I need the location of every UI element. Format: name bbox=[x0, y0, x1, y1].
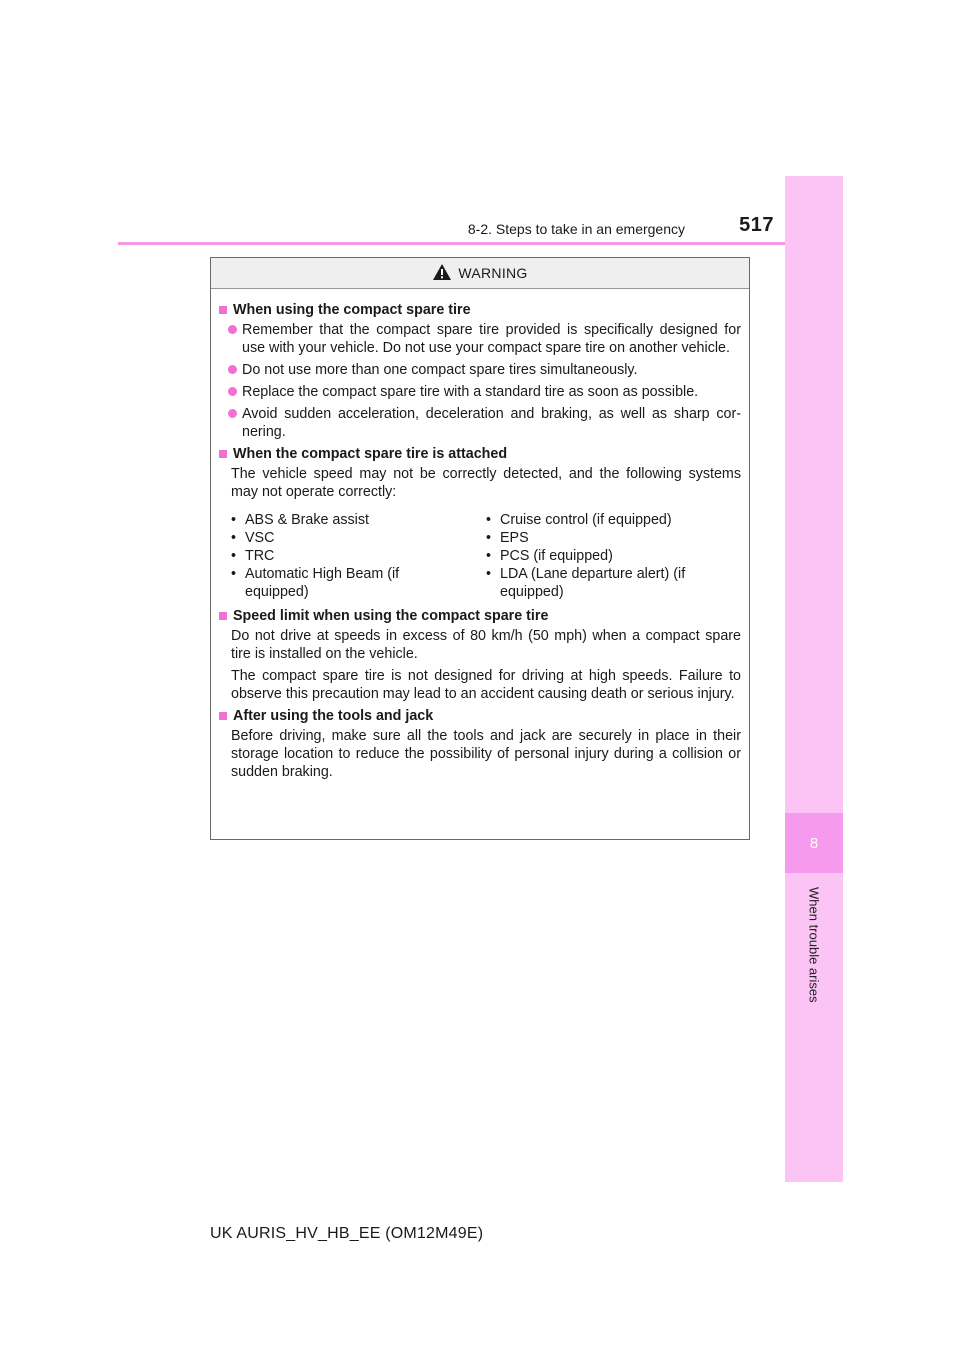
paragraph: Before driving, make sure all the tools and jack are securely in place in their storage location to reduce the possibility of personal injury during a collision or sudden braking. bbox=[231, 728, 741, 780]
list-item: • Cruise control (if equipped) bbox=[486, 512, 672, 528]
paragraph: Do not drive at speeds in excess of 80 km/h (50 mph) when a compact spare tire is installed on the vehicle. bbox=[231, 628, 741, 662]
warning-box bbox=[210, 257, 750, 840]
paragraph: The vehicle speed may not be correctly detected, and the following systems may not operate correctly: bbox=[231, 466, 741, 500]
section-heading: When using the compact spare tire bbox=[218, 301, 741, 319]
page-number: 517 bbox=[739, 214, 774, 236]
circle-bullet-icon bbox=[228, 409, 237, 418]
bullet-item: Remember that the compact spare tire provided is specifically designed for use with your vehicle. Do not use your compact spare tire on another vehicle. bbox=[228, 321, 741, 357]
section-heading: When the compact spare tire is attached bbox=[218, 445, 741, 463]
systems-list-right bbox=[486, 511, 741, 601]
warning-title: WARNING bbox=[458, 265, 528, 281]
square-bullet-icon bbox=[219, 450, 227, 458]
section-heading: Speed limit when using the compact spare tire bbox=[218, 607, 741, 625]
warning-triangle-icon bbox=[432, 263, 452, 281]
warning-body bbox=[211, 289, 749, 781]
paragraph: The compact spare tire is not designed for driving at high speeds. Failure to observe this precaution may lead to an accident causing death or serious injury. bbox=[231, 668, 741, 702]
section-heading: After using the tools and jack bbox=[218, 707, 741, 725]
bullet-item: Replace the compact spare tire with a standard tire as soon as possible. bbox=[228, 383, 741, 401]
systems-list-left bbox=[231, 511, 486, 601]
chapter-label-text: When trouble arises bbox=[806, 887, 822, 1003]
section-title: 8-2. Steps to take in an emergency bbox=[467, 221, 685, 237]
bullet-item: Avoid sudden acceleration, deceleration and braking, as well as sharp cor-nering. bbox=[228, 405, 741, 441]
circle-bullet-icon bbox=[228, 387, 237, 396]
list-item: • Automatic High Beam (if equipped) bbox=[231, 566, 400, 600]
side-tab bbox=[785, 176, 843, 1182]
header-divider bbox=[118, 242, 785, 245]
list-item: • ABS & Brake assist bbox=[231, 512, 369, 528]
chapter-label bbox=[785, 880, 843, 1010]
circle-bullet-icon bbox=[228, 325, 237, 334]
list-item: • VSC bbox=[231, 530, 275, 546]
list-item: • EPS bbox=[486, 530, 529, 546]
circle-bullet-icon bbox=[228, 365, 237, 374]
list-item: • PCS (if equipped) bbox=[486, 548, 613, 564]
square-bullet-icon bbox=[219, 612, 227, 620]
square-bullet-icon bbox=[219, 306, 227, 314]
systems-list bbox=[231, 511, 741, 601]
footer-model-code: UK AURIS_HV_HB_EE (OM12M49E) bbox=[210, 1225, 484, 1242]
square-bullet-icon bbox=[219, 712, 227, 720]
chapter-number-tab[interactable]: 8 bbox=[785, 813, 843, 873]
bullet-item: Do not use more than one compact spare tires simultaneously. bbox=[228, 361, 741, 379]
list-item: • TRC bbox=[231, 548, 275, 564]
list-item: • LDA (Lane departure alert) (if equipped) bbox=[486, 566, 686, 600]
warning-header bbox=[211, 258, 749, 289]
